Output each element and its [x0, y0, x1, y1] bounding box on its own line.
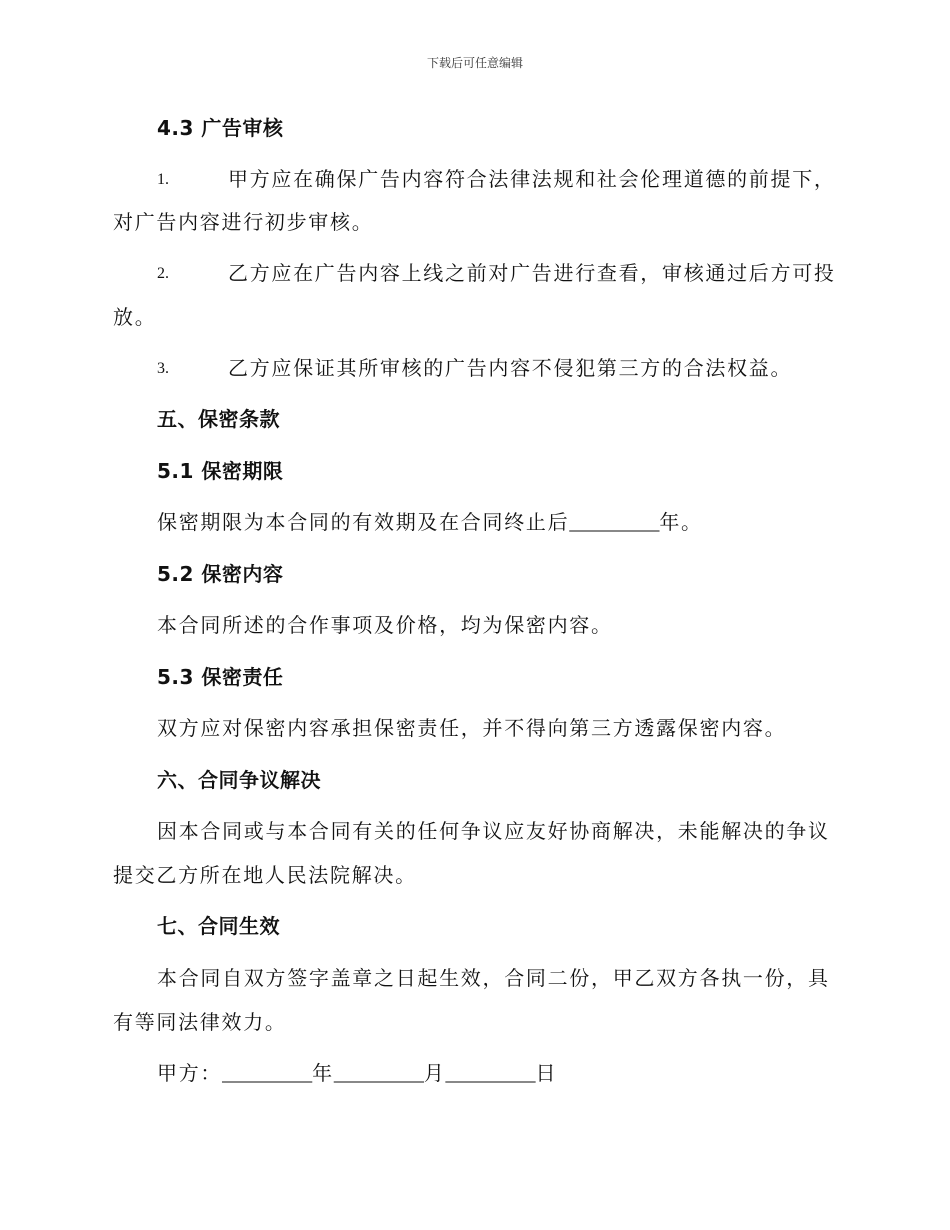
item-1-line-2: 对广告内容进行初步审核。 [113, 210, 374, 234]
item-1-number: 1. [157, 171, 169, 188]
item-2-line-2: 放。 [113, 305, 157, 329]
section-5-1-text-a: 保密期限为本合同的有效期及在合同终止后 [157, 510, 570, 534]
section-6-line-1: 因本合同或与本合同有关的任何争议应友好协商解决，未能解决的争议 [157, 819, 830, 843]
section-5-3-text: 双方应对保密内容承担保密责任，并不得向第三方透露保密内容。 [157, 716, 787, 740]
year-label: 年 [312, 1061, 334, 1085]
item-2-line-1: 乙方应在广告内容上线之前对广告进行查看，审核通过后方可投 [228, 261, 836, 285]
section-5-2-text: 本合同所述的合作事项及价格，均为保密内容。 [157, 613, 613, 637]
item-1-line-1: 甲方应在确保广告内容符合法律法规和社会伦理道德的前提下， [228, 167, 836, 191]
section-5-1-text [157, 509, 703, 536]
section-7-title: 七、合同生效 [157, 914, 280, 938]
section-7-line-2: 有等同法律效力。 [113, 1010, 287, 1034]
section-4-3-title: 4.3 广告审核 [157, 116, 284, 140]
section-6-line-2: 提交乙方所在地人民法院解决。 [113, 863, 417, 887]
section-5-1-title: 5.1 保密期限 [157, 459, 284, 483]
section-7-line-1: 本合同自双方签字盖章之日起生效，合同二份，甲乙双方各执一份，具 [157, 966, 830, 990]
day-blank: _________ [445, 1063, 536, 1085]
party-a-label: 甲方： [157, 1061, 223, 1085]
page-header: 下载后可任意编辑 [426, 56, 523, 70]
section-6-title: 六、合同争议解决 [157, 768, 321, 792]
signature-line [157, 1060, 557, 1087]
item-2-number: 2. [157, 265, 169, 282]
day-label: 日 [535, 1061, 558, 1085]
item-3-line-1: 乙方应保证其所审核的广告内容不侵犯第三方的合法权益。 [228, 356, 793, 380]
month-label: 月 [423, 1061, 446, 1085]
section-5-title: 五、保密条款 [157, 407, 280, 431]
section-5-1-text-b: 年。 [659, 510, 703, 534]
section-5-2-title: 5.2 保密内容 [157, 562, 284, 586]
month-blank: _________ [333, 1063, 424, 1085]
section-5-3-title: 5.3 保密责任 [157, 665, 284, 689]
item-3-number: 3. [157, 360, 169, 377]
period-years-blank: _________ [569, 512, 660, 534]
year-blank: _________ [222, 1063, 313, 1085]
